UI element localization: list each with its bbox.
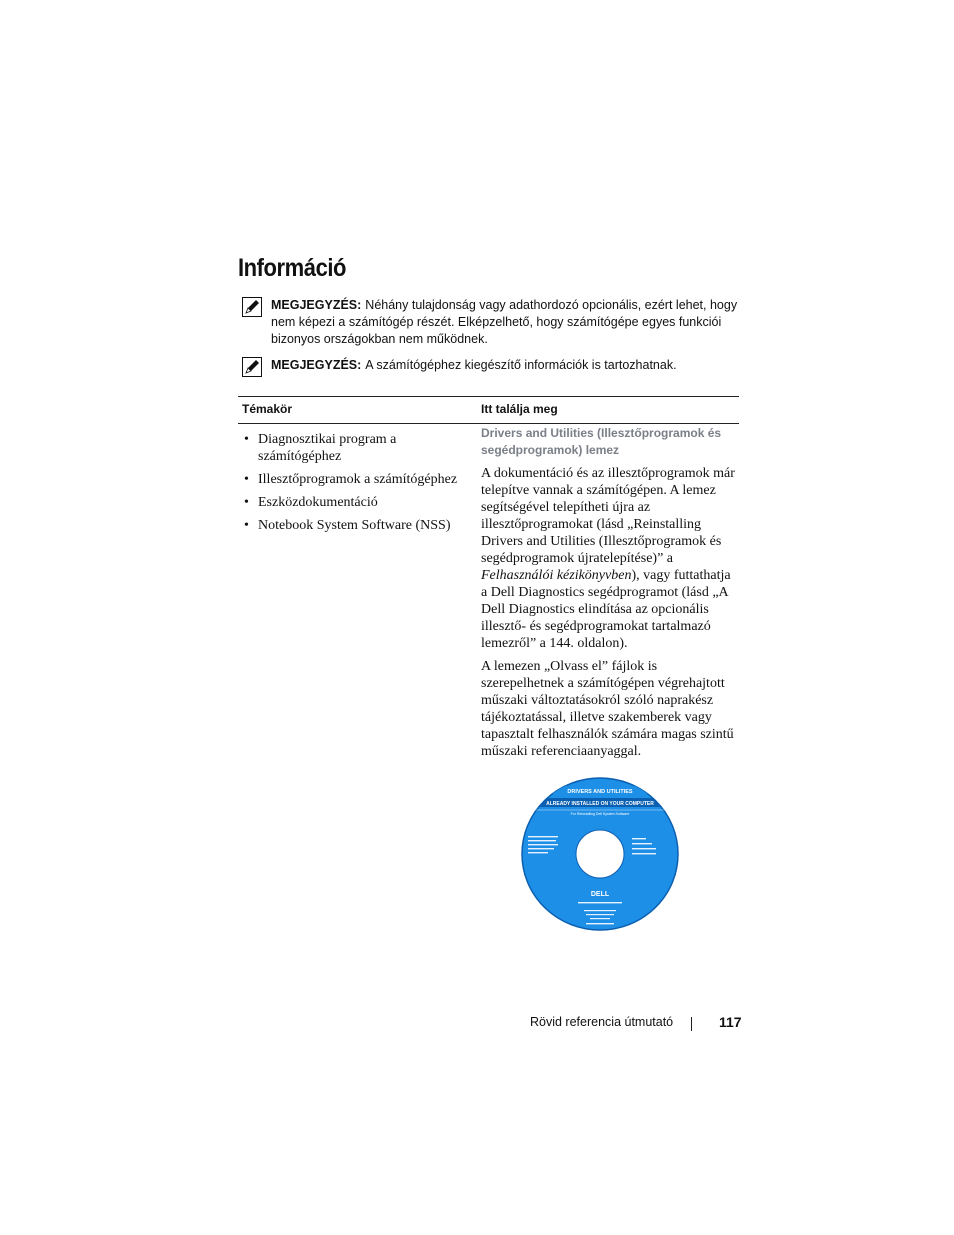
paragraph-1-part-a: A dokumentáció és az illesztőprogramok már telepítve vannak a számítógépen. A lemez segítségével telepítheti újra az illesztőprogramokat (lásd „Reinstalling Drivers and Utilities (Illesztőprogramok és segédprogramok újratelepítése)” a	[481, 466, 735, 566]
paragraph-1-italic: Felhasználói kézikönyvben	[481, 568, 632, 583]
disc-title: DRIVERS AND UTILITIES	[567, 789, 633, 795]
note-1	[242, 297, 742, 349]
table-header-topic: Témakör	[242, 402, 293, 416]
description-paragraph-2: A lemezen „Olvass el” fájlok is szerepelhetnek a számítógépen végrehajtott műszaki változtatásokról szóló naprakész tájékoztatással, illetve szakemberek vagy tapasztalt felhasználók számára magas szintű műszaki referenciaanyaggal.	[481, 659, 734, 759]
location-column	[481, 425, 739, 760]
footer-title: Rövid referencia útmutató	[530, 1015, 674, 1029]
list-item: • Illesztőprogramok a számítógéphez	[244, 471, 469, 488]
note-1-body: Néhány tulajdonság vagy adathordozó opcionális, ezért lehet, hogy nem képezi a számítógép részét. Elképzelhető, hogy számítógépe egyes funkciói bizonyos országokban nem működnek.	[271, 298, 738, 346]
table-header-rule	[238, 423, 739, 424]
drivers-utilities-heading: Drivers and Utilities (Illesztőprogramok és segédprogramok) lemez	[481, 426, 722, 457]
note-1-label: MEGJEGYZÉS:	[271, 298, 362, 312]
description-paragraph-1	[481, 465, 739, 652]
note-2-body: A számítógéphez kiegészítő információk is tartozhatnak.	[365, 358, 677, 372]
page-title: Információ	[238, 254, 347, 282]
paragraph-1-part-b: ), vagy futtathatja a Dell Diagnostics segédprogramot (lásd „A Dell Diagnostics elindítása az opcionális illesztő- és segédprogramokat tartalmazó lemezről” a 144. oldalon).	[481, 568, 731, 651]
list-item: • Diagnosztikai program a számítógéphez	[244, 431, 469, 465]
page-number: 117	[719, 1014, 742, 1030]
topic-list	[244, 425, 469, 534]
note-2-label: MEGJEGYZÉS:	[271, 358, 362, 372]
drivers-utilities-disc-image	[520, 776, 680, 932]
list-item: • Eszközdokumentáció	[244, 494, 469, 511]
table-top-rule	[238, 396, 739, 397]
dell-logo: DELL	[590, 891, 610, 898]
list-item: • Notebook System Software (NSS)	[244, 517, 469, 534]
note-2-text	[271, 357, 742, 374]
pencil-note-icon	[242, 357, 262, 377]
table-header-location: Itt találja meg	[481, 402, 558, 416]
disc-line3: For Reinstalling Dell System Software	[570, 812, 630, 816]
note-2	[242, 357, 742, 377]
disc-center-hole	[576, 830, 624, 878]
disc-subtitle: ALREADY INSTALLED ON YOUR COMPUTER	[546, 801, 654, 807]
pencil-note-icon	[242, 297, 262, 317]
footer-separator	[691, 1017, 692, 1031]
note-1-text	[271, 297, 742, 348]
